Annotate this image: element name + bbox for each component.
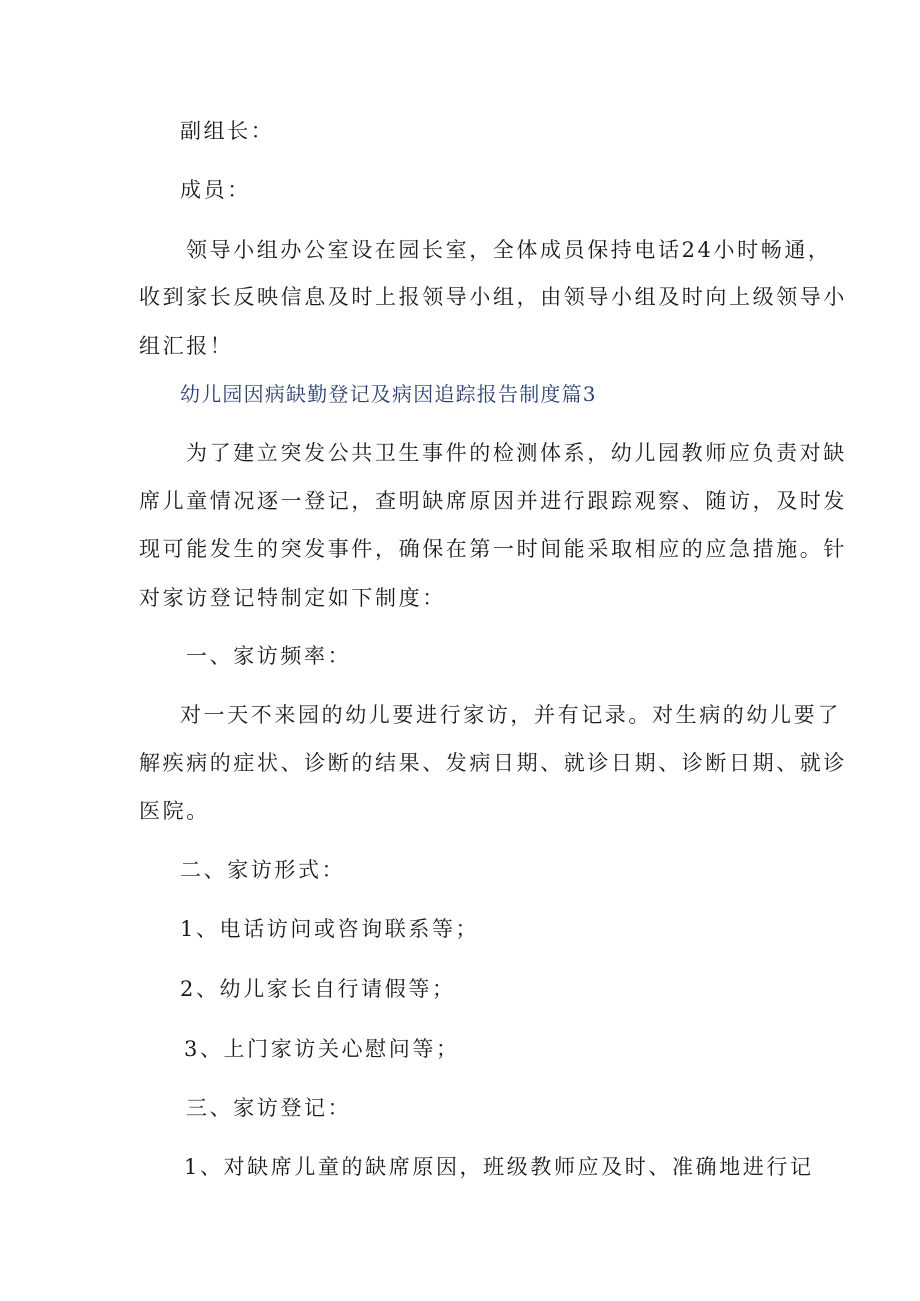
paragraph-line: 解疾病的症状、诊断的结果、发病日期、就诊日期、诊断日期、就诊 [139,751,847,775]
paragraph-line: 席儿童情况逐一登记，查明缺席原因并进行跟踪观察、随访，及时发 [139,489,847,513]
paragraph-line: 医院。 [139,799,210,823]
paragraph-line: 领导小组办公室设在园长室，全体成员保持电话24小时畅通， [186,238,832,262]
subheading-frequency: 一、家访频率： [186,644,352,668]
list-item: 3、上门家访关心慰问等； [184,1037,460,1061]
vice-leader-label: 副组长： [180,119,275,143]
subheading-form: 二、家访形式： [180,858,346,882]
paragraph-line: 为了建立突发公共卫生事件的检测体系，幼儿园教师应负责对缺 [186,441,847,465]
paragraph-line: 现可能发生的突发事件，确保在第一时间能采取相应的应急措施。针 [139,537,847,561]
list-item: 1、电话访问或咨询联系等； [180,917,480,941]
list-item: 2、幼儿家长自行请假等； [180,977,456,1001]
subheading-registration: 三、家访登记： [186,1096,352,1120]
list-item: 1、对缺席儿童的缺席原因，班级教师应及时、准确地进行记 [184,1155,814,1179]
paragraph-line: 组汇报！ [139,334,234,358]
members-label: 成员： [180,178,251,202]
section-heading: 幼儿园因病缺勤登记及病因追踪报告制度篇3 [180,382,597,406]
paragraph-line: 对一天不来园的幼儿要进行家访，并有记录。对生病的幼儿要了 [180,703,841,727]
paragraph-line: 对家访登记特制定如下制度： [139,586,446,610]
paragraph-line: 收到家长反映信息及时上报领导小组，由领导小组及时向上级领导小 [139,285,847,309]
